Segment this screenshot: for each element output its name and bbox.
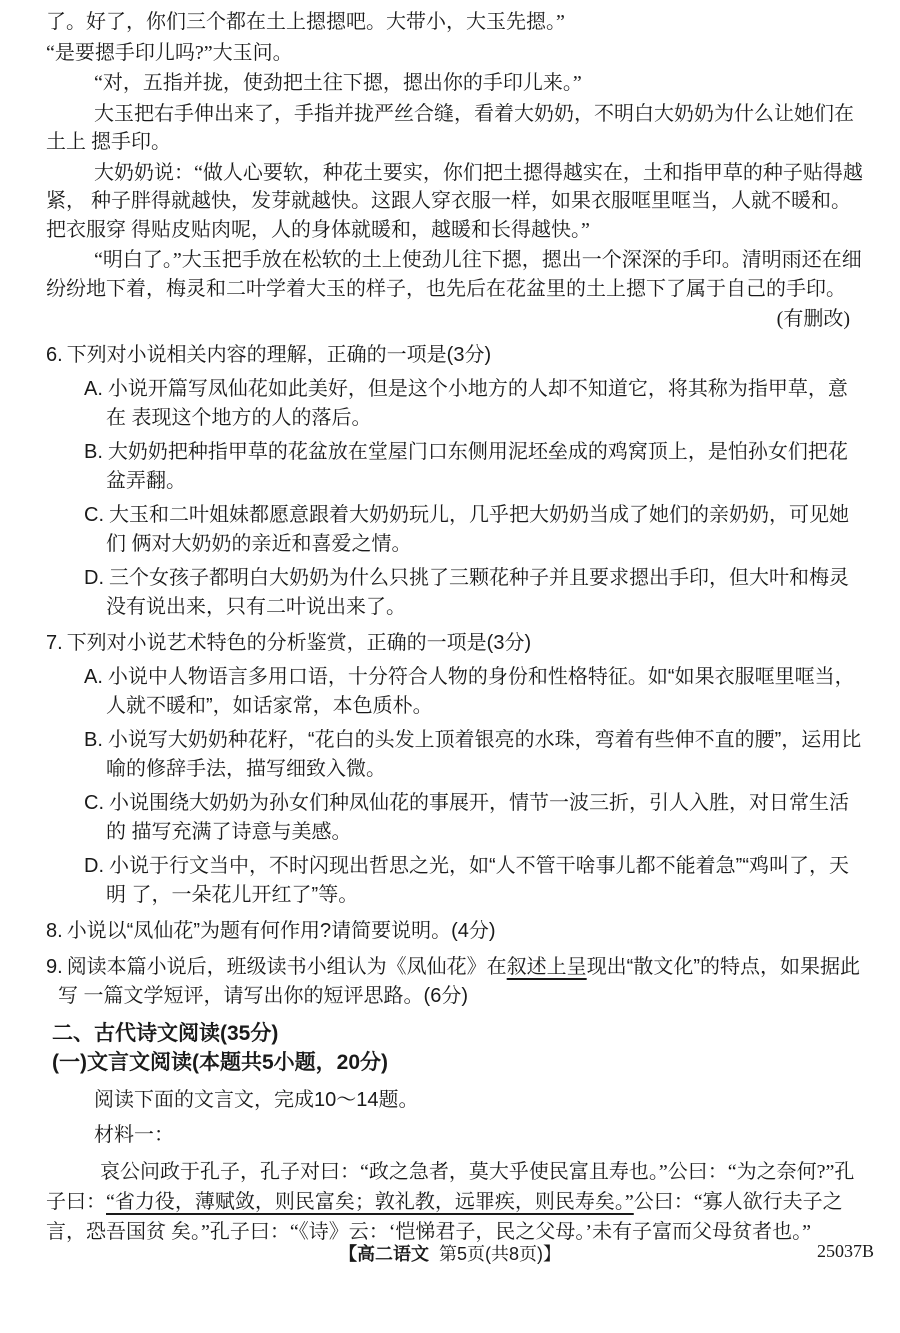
option-b-text: 小说写大奶奶种花籽，“花白的头发上顶着银亮的水珠，弯着有些伸不直的腰”，运用比 喻的修辞手法，描写细致入微。 [106, 728, 862, 780]
option-d-text: 小说于行文当中，不时闪现出哲思之光，如“人不管干啥事儿都不能着急”“鸡叫了，天明 了，一朵花儿开红了”等。 [106, 854, 849, 906]
option-c-text: 大玉和二叶姐妹都愿意跟着大奶奶玩儿，几乎把大奶奶当成了她们的亲奶奶，可见她们 俩对大奶奶的亲近和喜爱之情。 [106, 503, 849, 555]
question-7-stem-text: 下列对小说艺术特色的分析鉴赏，正确的一项是(3分) [66, 631, 532, 654]
option-a-text: 小说开篇写凤仙花如此美好，但是这个小地方的人却不知道它，将其称为指甲草，意在 表现这个地方的人的落后。 [106, 377, 848, 429]
option-d-text: 三个女孩子都明白大奶奶为什么只挑了三颗花种子并且要求摁出手印，但大叶和梅灵 没有说出来，只有二叶说出来了。 [106, 566, 849, 618]
question-7-option-c [46, 789, 866, 847]
question-7-option-d [46, 852, 866, 910]
question-6-stem-text: 下列对小说相关内容的理解，正确的一项是(3分) [66, 343, 492, 366]
passage-paragraph-6: “明白了。”大玉把手放在松软的土上使劲儿往下摁，摁出一个深深的手印。清明雨还在细纷纷地下着，梅灵和二叶学着大玉的样子，也先后在花盆里的土上摁下了属于自己的手印。 [46, 249, 862, 300]
classical-underlined-quote: “省力役，薄赋敛，则民富矣；敦礼教，远罪疾，则民寿矣。” [106, 1190, 634, 1213]
question-8 [46, 917, 866, 946]
option-c-label: C. [84, 791, 104, 814]
option-a-label: A. [84, 665, 103, 688]
footer-page-number: 第5页(共8页)】 [439, 1244, 562, 1264]
question-8-number: 8. [46, 919, 63, 942]
material-1-label: 材料一： [94, 1123, 174, 1146]
question-7-number: 7. [46, 631, 63, 654]
question-7-option-b [46, 726, 866, 784]
classical-post: 公曰：“寡人欲行夫子之言，恐吾国贫 矣。”孔子曰：“《诗》云：‘恺悌君子，民之父母。’未有子富而父母贫者也。” [46, 1190, 843, 1243]
classical-pre: 哀公问政于孔子，孔子对曰：“政之急者，莫大乎使民富且寿也。”公曰：“为之奈何?”孔子曰： [46, 1160, 855, 1213]
option-d-label: D. [84, 566, 104, 589]
question-6-option-d [46, 564, 866, 622]
option-d-label: D. [84, 854, 104, 877]
question-6-option-c [46, 501, 866, 559]
question-7-option-a [46, 663, 866, 721]
question-6-number: 6. [46, 343, 63, 366]
passage-attribution: (有删改) [776, 308, 850, 330]
question-8-stem-text: 小说以“凤仙花”为题有何作用?请简要说明。(4分) [66, 919, 496, 942]
question-6 [46, 341, 866, 622]
classical-passage [46, 1157, 866, 1247]
footer-paper-code: 25037B [816, 1241, 874, 1261]
footer-booklet-label: 【高二语文 [338, 1244, 429, 1264]
option-c-label: C. [84, 503, 104, 526]
question-6-option-b [46, 438, 866, 496]
page-footer [0, 1240, 900, 1266]
option-c-text: 小说围绕大奶奶为孙女们种凤仙花的事展开，情节一波三折，引人入胜，对日常生活的 描写充满了诗意与美感。 [106, 791, 849, 843]
footer-page-label [0, 1240, 900, 1266]
passage-paragraph-3: “对，五指并拢，使劲把土往下摁，摁出你的手印儿来。” [94, 72, 582, 94]
passage-paragraph-2: “是要摁手印儿吗?”大玉问。 [46, 41, 293, 64]
question-6-stem [46, 341, 866, 370]
passage-paragraph-1: 了。好了，你们三个都在土上摁摁吧。大带小，大玉先摁。” [46, 11, 565, 33]
option-b-label: B. [84, 728, 103, 751]
question-9-number: 9. [46, 955, 63, 978]
question-9-underlined-text: 叙述上呈 [506, 955, 587, 978]
question-9-stem [46, 953, 866, 1011]
passage-paragraph-5: 大奶奶说：“做人心要软，种花土要实，你们把土摁得越实在，土和指甲草的种子贴得越紧， 种子胖得就越快，发芽就越快。这跟人穿衣服一样，如果衣服哐里哐当，人就不暖和。把衣服穿 得贴皮贴肉呢，人的身体就暖和，越暖和长得越快。” [46, 161, 863, 241]
question-9-stem-pre: 阅读本篇小说后，班级读书小组认为《凤仙花》在 [66, 955, 507, 978]
question-7 [46, 629, 866, 910]
reading-passage [46, 8, 866, 334]
option-b-text: 大奶奶把种指甲草的花盆放在堂屋门口东侧用泥坯垒成的鸡窝顶上，是怕孙女们把花 盆弄翻。 [106, 440, 848, 492]
passage-paragraph-4: 大玉把右手伸出来了，手指并拢严丝合缝，看着大奶奶，不明白大奶奶为什么让她们在土上 摁手印。 [46, 102, 854, 153]
question-9 [46, 953, 866, 1011]
question-8-stem [46, 917, 866, 946]
option-a-text: 小说中人物语言多用口语，十分符合人物的身份和性格特征。如“如果衣服哐里哐当， 人就不暖和”，如话家常，本色质朴。 [106, 665, 855, 717]
section-2-title: 二、古代诗文阅读(35分) [52, 1021, 279, 1045]
section-2-1-subtitle: (一)文言文阅读(本题共5小题，20分) [52, 1050, 389, 1074]
option-a-label: A. [84, 377, 103, 400]
question-6-option-a [46, 375, 866, 433]
question-7-stem [46, 629, 866, 658]
question-9-stem-post: 现出“散文化”的特点，如果据此写 一篇文学短评，请写出你的短评思路。(6分) [58, 955, 861, 1007]
option-b-label: B. [84, 440, 103, 463]
classical-reading-instruction: 阅读下面的文言文，完成10～14题。 [94, 1088, 419, 1111]
